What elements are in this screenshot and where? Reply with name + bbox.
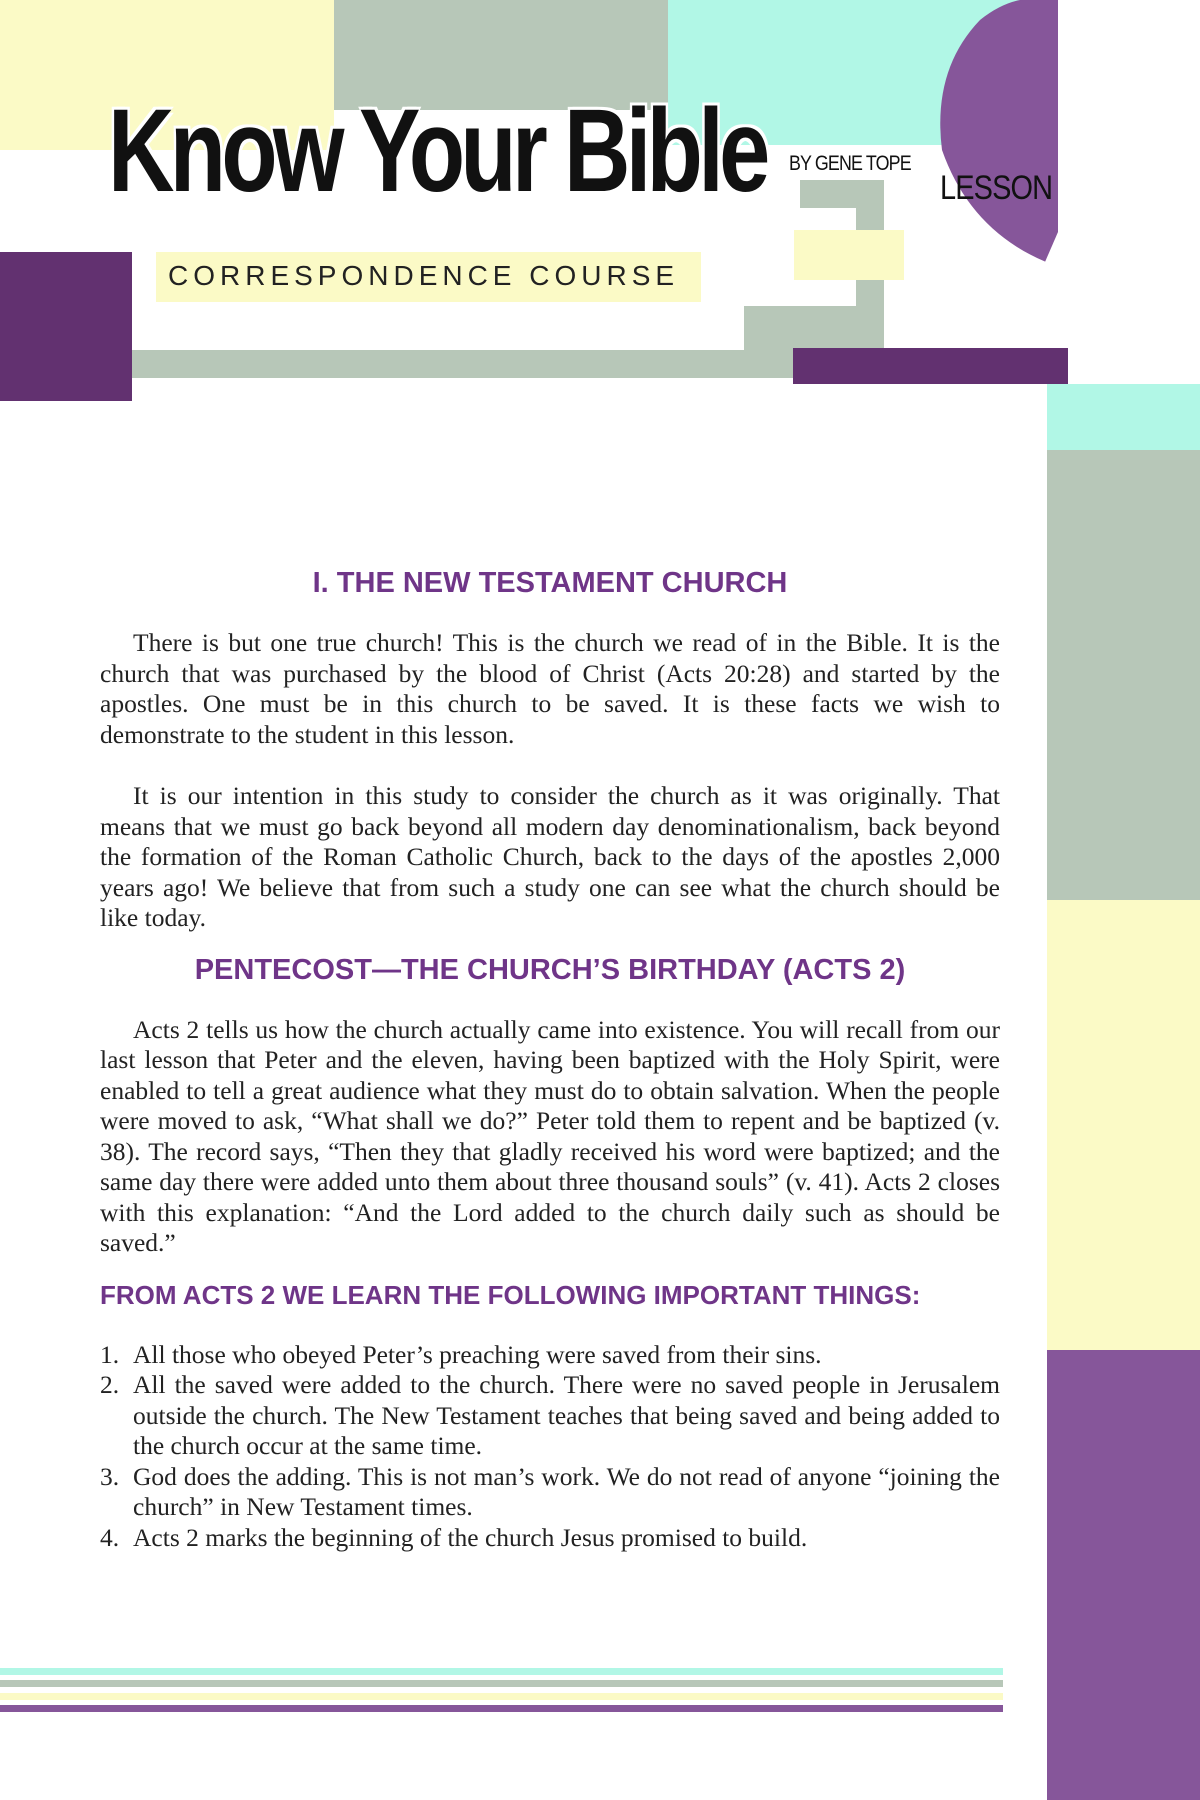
section-heading-new-testament-church: I. THE NEW TESTAMENT CHURCH: [312, 567, 788, 599]
right-violet-strip: [1047, 1350, 1200, 1800]
list-item-number: 2.: [100, 1370, 120, 1399]
header-purple-bar: [793, 348, 1068, 384]
page-title: Know Your Bible: [108, 85, 766, 217]
right-yellow-strip: [1047, 900, 1200, 1350]
footer-stripe-yellow: [0, 1693, 1003, 1700]
left-purple-square: [0, 252, 132, 401]
footer-stripe-gray: [0, 1680, 1003, 1687]
list-item: [100, 1370, 1000, 1462]
header-gray-frame-left: [130, 350, 872, 378]
right-mint-strip: [1047, 384, 1200, 450]
list-item-text: All those who obeyed Peter’s preaching were saved from their sins.: [133, 1339, 822, 1369]
author-byline: BY GENE TOPE: [789, 152, 911, 175]
lesson-label: LESSON: [940, 169, 1053, 207]
list-item-text: Acts 2 marks the beginning of the church Jesus promised to build.: [133, 1522, 808, 1552]
footer-stripe-violet: [0, 1705, 1003, 1712]
list-item: [100, 1522, 1000, 1554]
section-heading-lessons: FROM ACTS 2 WE LEARN THE FOLLOWING IMPORTANT THINGS:: [100, 1279, 921, 1310]
list-item-number: 4.: [100, 1522, 120, 1552]
list-item: [100, 1461, 1000, 1523]
header-gray-frame-top: [800, 180, 884, 208]
header-yellow-tile: [794, 230, 904, 280]
footer-stripe-mint: [0, 1668, 1003, 1675]
section-heading-pentecost: PENTECOST—THE CHURCH’S BIRTHDAY (ACTS 2): [194, 953, 906, 986]
list-item: [100, 1339, 1000, 1371]
list-item-number: 1.: [100, 1339, 120, 1369]
course-label-box: [156, 252, 701, 302]
course-label: CORRESPONDENCE COURSE: [168, 260, 680, 291]
paragraph-intro: There is but one true church! This is the church we read of in the Bible. It is the church that was purchased by the blood of Christ (Acts 20:28) and started by the apostles. One must be in this church to be saved. It is these facts we wish to demonstrate to the student in this lesson.: [100, 628, 1000, 749]
right-gray-strip: [1047, 450, 1200, 900]
lessons-list: [100, 1340, 1000, 1554]
list-item-number: 3.: [100, 1461, 120, 1491]
paragraph-intention: It is our intention in this study to consider the church as it was originally. That means that we must go back beyond all modern day denominationalism, back beyond the formation of the Roman Catholic Church, back to the days of the apostles 2,000 years ago! We believe that from such a study one can see what the church should be like today.: [100, 781, 1000, 932]
lesson-content: [100, 566, 1000, 1553]
list-item-text: All the saved were added to the church. There were no saved people in Jerusalem outside the church. The New Testament teaches that being saved and being added to the church occur at the same time.: [133, 1370, 1000, 1460]
paragraph-acts-2: Acts 2 tells us how the church actually came into existence. You will recall from our last lesson that Peter and the eleven, having been baptized with the Holy Spirit, were enabled to tell a great audience what they must do to obtain salvation. When the people were moved to ask, “What shall we do?” Peter told them to repent and be baptized (v. 38). The record says, “Then they that gladly received his word were baptized; and the same day there were added unto them about three thousand souls” (v. 41). Acts 2 closes with this explanation: “And the Lord added to the church daily such as should be saved.”: [100, 1014, 1000, 1257]
list-item-text: God does the adding. This is not man’s work. We do not read of anyone “joining the church” in New Testament times.: [133, 1461, 1000, 1521]
